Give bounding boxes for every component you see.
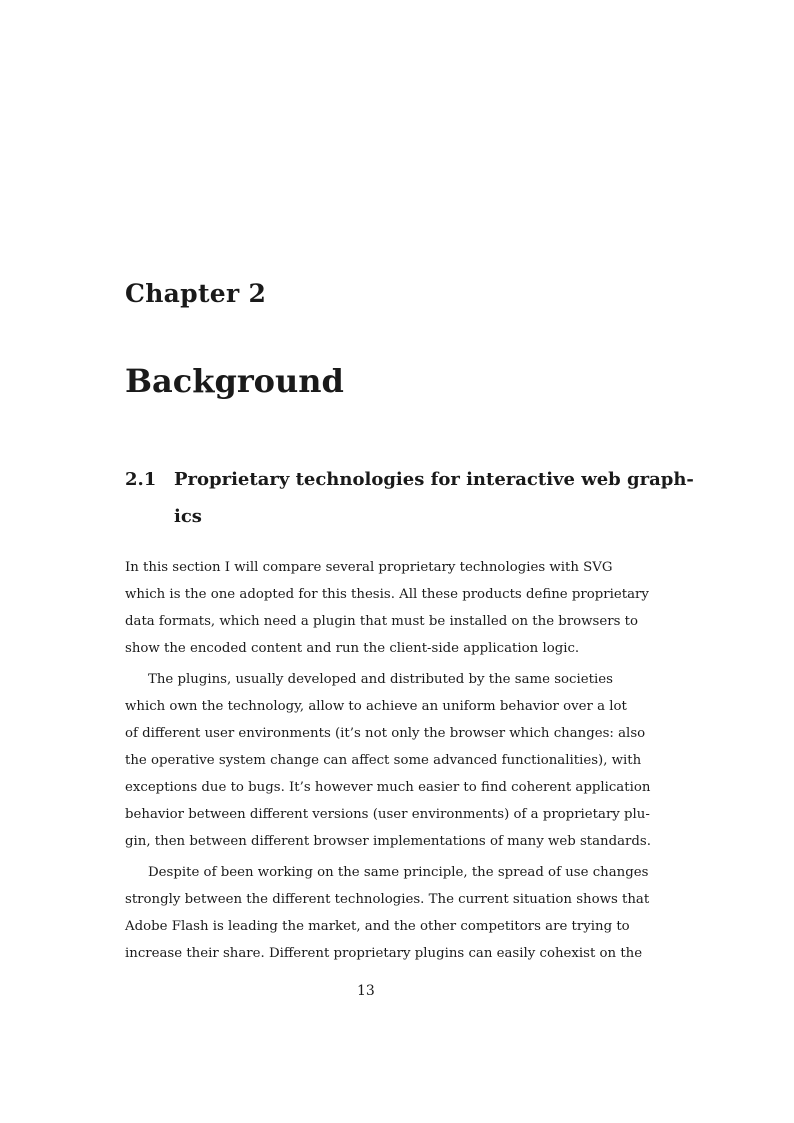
body-line: Despite of been working on the same principle, the spread of use changes: [148, 865, 649, 880]
body-line: Adobe Flash is leading the market, and the other competitors are trying to: [125, 919, 630, 934]
body-line: which own the technology, allow to achieve an uniform behavior over a lot: [125, 699, 627, 714]
body-line: the operative system change can affect some advanced functionalities), with: [125, 753, 642, 768]
body-line: show the encoded content and run the client-side application logic.: [125, 641, 580, 656]
body-line: behavior between different versions (user environments) of a proprietary plu-: [125, 807, 650, 822]
section-title-line: ics: [174, 506, 202, 527]
body-line: of different user environments (it’s not only the browser which changes: also: [125, 726, 646, 741]
body-line: which is the one adopted for this thesis. All these products define proprietary: [125, 587, 649, 602]
body-line: The plugins, usually developed and distributed by the same societies: [148, 672, 613, 687]
body-line: In this section I will compare several proprietary technologies with SVG: [125, 560, 613, 575]
body-line: gin, then between different browser implementations of many web standards.: [125, 834, 651, 849]
body-line: exceptions due to bugs. It’s however much easier to find coherent application: [125, 780, 651, 795]
body-line: strongly between the different technologies. The current situation shows that: [125, 892, 650, 907]
page-number: 13: [357, 983, 375, 999]
section-title-line: Proprietary technologies for interactive web graph-: [174, 469, 694, 490]
chapter-title: Background: [125, 362, 344, 400]
body-line: data formats, which need a plugin that must be installed on the browsers to: [125, 614, 638, 629]
chapter-label: Chapter 2: [125, 279, 267, 308]
section-number: 2.1: [125, 469, 157, 490]
body-line: increase their share. Different proprietary plugins can easily cohexist on the: [125, 946, 643, 961]
